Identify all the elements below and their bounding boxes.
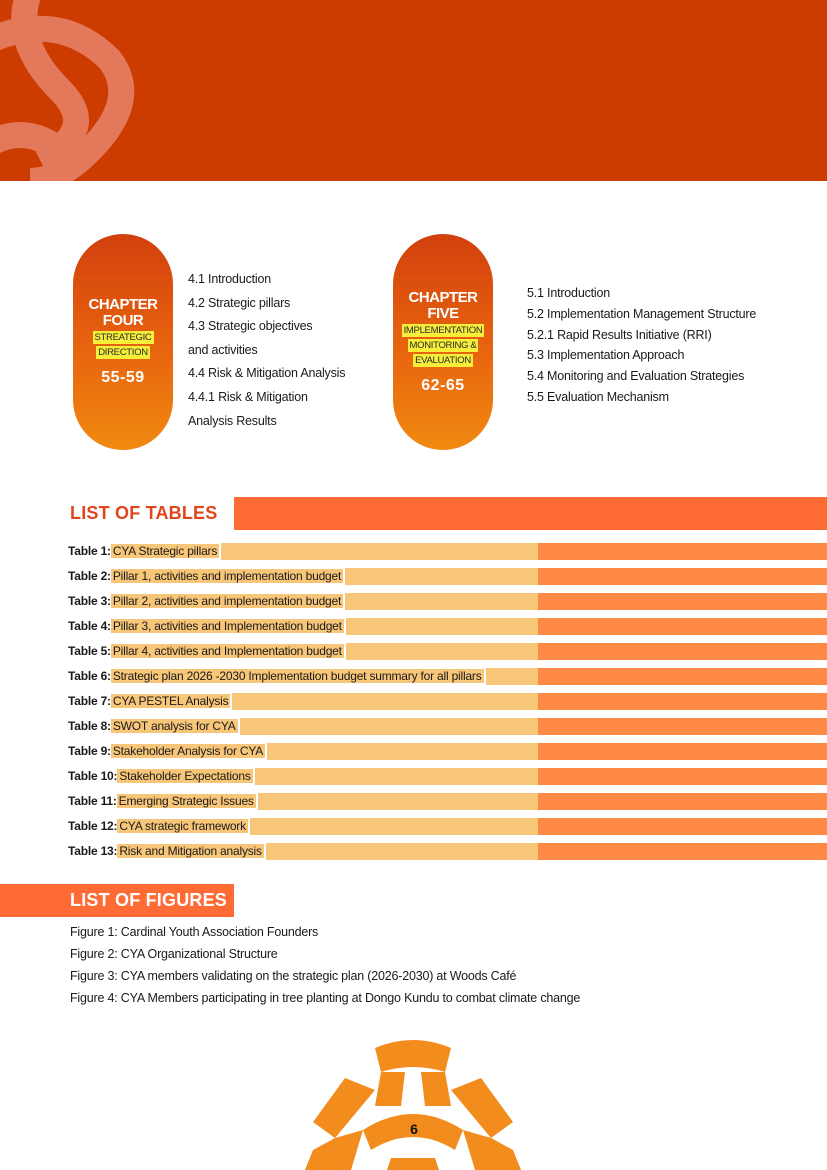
figure-entry[interactable]: Figure 1: Cardinal Youth Association Founders	[70, 925, 319, 939]
table-entry[interactable]	[68, 540, 827, 565]
chapter-five-badge	[393, 234, 493, 450]
table-entry-label: Table 1:	[68, 544, 111, 558]
toc-item[interactable]: 5.1 Introduction	[527, 286, 610, 300]
table-entry-title: Emerging Strategic Issues	[118, 794, 254, 808]
table-entry-title: Pillar 2, activities and implementation budget	[112, 594, 342, 608]
chapter-pages: 55-59	[101, 369, 145, 386]
list-of-figures-heading: LIST OF FIGURES	[70, 890, 228, 910]
table-entry-label: Table 13:	[68, 844, 118, 858]
chapter-number: FOUR	[102, 312, 144, 329]
toc-item[interactable]: Analysis Results	[188, 413, 277, 428]
chapter-subtitle-line: STREATEGIC	[94, 332, 152, 343]
toc-item[interactable]: 5.2.1 Rapid Results Initiative (RRI)	[527, 327, 712, 342]
table-entry[interactable]	[68, 815, 827, 840]
table-entry-title: Pillar 1, activities and implementation budget	[112, 569, 342, 583]
table-entry-title: Stakeholder Expectations	[119, 769, 251, 783]
toc-item[interactable]: 4.2 Strategic pillars	[188, 295, 291, 310]
toc-item[interactable]: 4.4 Risk & Mitigation Analysis	[188, 366, 346, 381]
table-entry-label: Table 3:	[68, 594, 111, 608]
table-entry[interactable]	[68, 840, 827, 865]
table-entry-title: Risk and Mitigation analysis	[119, 844, 262, 858]
chapter-number: FIVE	[427, 304, 459, 322]
toc-item[interactable]: 4.3 Strategic objectives	[188, 319, 313, 334]
table-entry[interactable]	[68, 640, 827, 665]
table-entry-label: Table 5:	[68, 644, 111, 658]
toc-item[interactable]: and activities	[188, 342, 258, 357]
chapter-word: CHAPTER	[408, 288, 478, 306]
toc-item[interactable]: 5.2 Implementation Management Structure	[527, 306, 757, 321]
table-entry-label: Table 8:	[68, 719, 111, 733]
table-entry[interactable]	[68, 690, 827, 715]
table-entry[interactable]	[68, 790, 827, 815]
table-entry[interactable]	[68, 765, 827, 790]
table-entry-title: CYA PESTEL Analysis	[112, 694, 229, 708]
table-entry-label: Table 10:	[68, 769, 118, 783]
toc-item[interactable]: 4.4.1 Risk & Mitigation	[188, 389, 308, 404]
list-of-tables-banner	[234, 497, 827, 530]
toc-item[interactable]: 5.3 Implementation Approach	[527, 348, 685, 363]
table-entry[interactable]	[68, 590, 827, 615]
table-entry[interactable]	[68, 615, 827, 640]
table-entry-title: CYA Strategic pillars	[112, 544, 218, 558]
decorative-motif-icon	[0, 0, 160, 181]
table-entry-title: CYA strategic framework	[119, 819, 246, 833]
figure-entry[interactable]: Figure 2: CYA Organizational Structure	[70, 947, 278, 961]
chapter-pages: 62-65	[421, 376, 465, 394]
chapter-subtitle-line: IMPLEMENTATION	[403, 324, 483, 336]
toc-item[interactable]: 5.4 Monitoring and Evaluation Strategies	[527, 369, 745, 384]
figure-entry[interactable]: Figure 3: CYA members validating on the strategic plan (2026-2030) at Woods Café	[70, 969, 517, 983]
chapter-word: CHAPTER	[88, 296, 158, 313]
list-of-tables-heading: LIST OF TABLES	[70, 503, 218, 523]
toc-item[interactable]: 5.5 Evaluation Mechanism	[527, 389, 669, 404]
table-entry-label: Table 6:	[68, 669, 111, 683]
figure-entry[interactable]: Figure 4: CYA Members participating in tree planting at Dongo Kundu to combat climate change	[70, 991, 581, 1005]
table-entry-title: Stakeholder Analysis for CYA	[112, 744, 264, 758]
chapter-four-badge	[73, 234, 173, 450]
chapter-four-contents	[188, 268, 345, 433]
toc-item[interactable]: 4.1 Introduction	[188, 272, 271, 286]
table-entry[interactable]	[68, 715, 827, 740]
table-entry-label: Table 12:	[68, 819, 118, 833]
table-entry[interactable]	[68, 565, 827, 590]
chapter-five-contents	[527, 283, 756, 408]
list-of-tables	[68, 540, 827, 865]
cya-emblem-icon	[305, 1038, 521, 1170]
header-band	[0, 0, 827, 181]
chapter-subtitle-line: MONITORING &	[409, 339, 477, 351]
table-entry-label: Table 2:	[68, 569, 111, 583]
table-entry[interactable]	[68, 740, 827, 765]
table-entry-title: Pillar 4, activities and Implementation budget	[112, 644, 342, 658]
table-entry-title: Strategic plan 2026 -2030 Implementation budget summary for all pillars	[112, 669, 482, 683]
table-entry[interactable]	[68, 665, 827, 690]
table-entry-label: Table 4:	[68, 619, 111, 633]
table-entry-label: Table 9:	[68, 744, 111, 758]
page-number: 6	[410, 1121, 418, 1137]
chapter-subtitle-line: EVALUATION	[415, 354, 471, 366]
chapter-subtitle-line: DIRECTION	[98, 347, 148, 358]
table-entry-title: Pillar 3, activities and Implementation budget	[112, 619, 342, 633]
list-of-figures	[70, 921, 580, 1009]
table-entry-title: SWOT analysis for CYA	[112, 719, 236, 733]
table-entry-label: Table 11:	[68, 794, 117, 808]
table-entry-label: Table 7:	[68, 694, 111, 708]
